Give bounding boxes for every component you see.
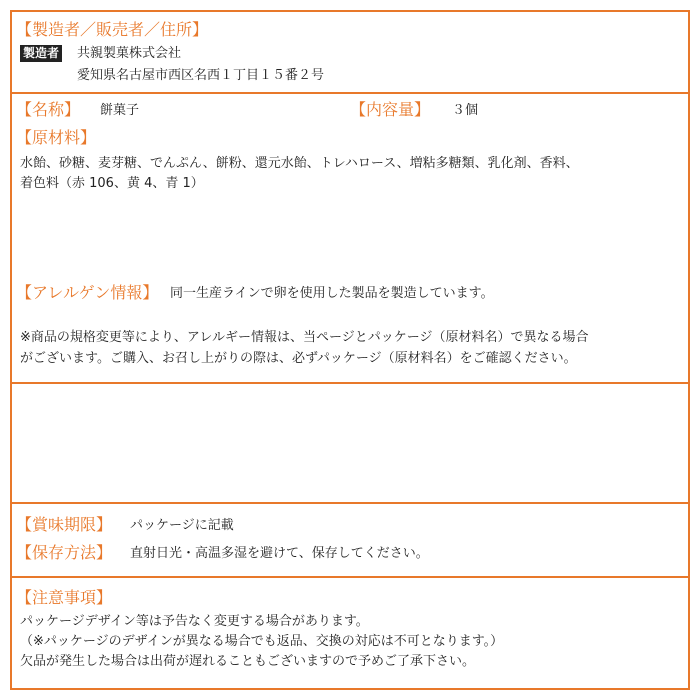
caution-label: 【注意事項】	[16, 588, 113, 607]
expiry-label: 【賞味期限】	[16, 515, 113, 534]
company-address: 愛知県名古屋市西区名西１丁目１５番２号	[77, 68, 325, 83]
ingredients-line: 着色料（赤 106、黄 4、青 1）	[20, 176, 204, 191]
company-name: 共親製菓株式会社	[77, 46, 182, 61]
ingredients-label: 【原材料】	[16, 128, 97, 147]
ingredients-line: 水飴、砂糖、麦芽糖、でんぷん、餅粉、還元水飴、トレハロース、増粘多糖類、乳化剤、香料、	[20, 156, 579, 171]
manufacturer-header: 【製造者／販売者／住所】	[16, 20, 209, 39]
caution-line: （※パッケージのデザインが異なる場合でも返品、交換の対応は不可となります。）	[20, 634, 504, 649]
name-value: 餅菓子	[100, 103, 140, 118]
manufacturer-badge: 製造者	[20, 45, 62, 62]
quantity-label: 【内容量】	[350, 100, 431, 119]
storage-label: 【保存方法】	[16, 543, 113, 562]
caution-line: パッケージデザイン等は予告なく変更する場合があります。	[20, 614, 369, 629]
storage-value: 直射日光・高温多湿を避けて、保存してください。	[130, 546, 429, 561]
name-label: 【名称】	[16, 100, 81, 119]
expiry-value: パッケージに記載	[130, 518, 234, 533]
allergen-text: 同一生産ラインで卵を使用した製品を製造しています。	[170, 286, 494, 301]
note-line: ※商品の規格変更等により、アレルギー情報は、当ページとパッケージ（原材料名）で異なる場合	[20, 330, 589, 345]
caution-line: 欠品が発生した場合は出荷が遅れることもございますので予めご了承下さい。	[20, 654, 476, 669]
allergen-label: 【アレルゲン情報】	[16, 283, 159, 302]
quantity-value: ３個	[452, 103, 479, 118]
divider	[12, 502, 688, 504]
note-line: がございます。ご購入、お召し上がりの際は、必ずパッケージ（原材料名）をご確認ください。	[20, 351, 577, 366]
product-info-frame	[10, 10, 690, 690]
divider	[12, 576, 688, 578]
divider	[12, 382, 688, 384]
divider	[12, 92, 688, 94]
